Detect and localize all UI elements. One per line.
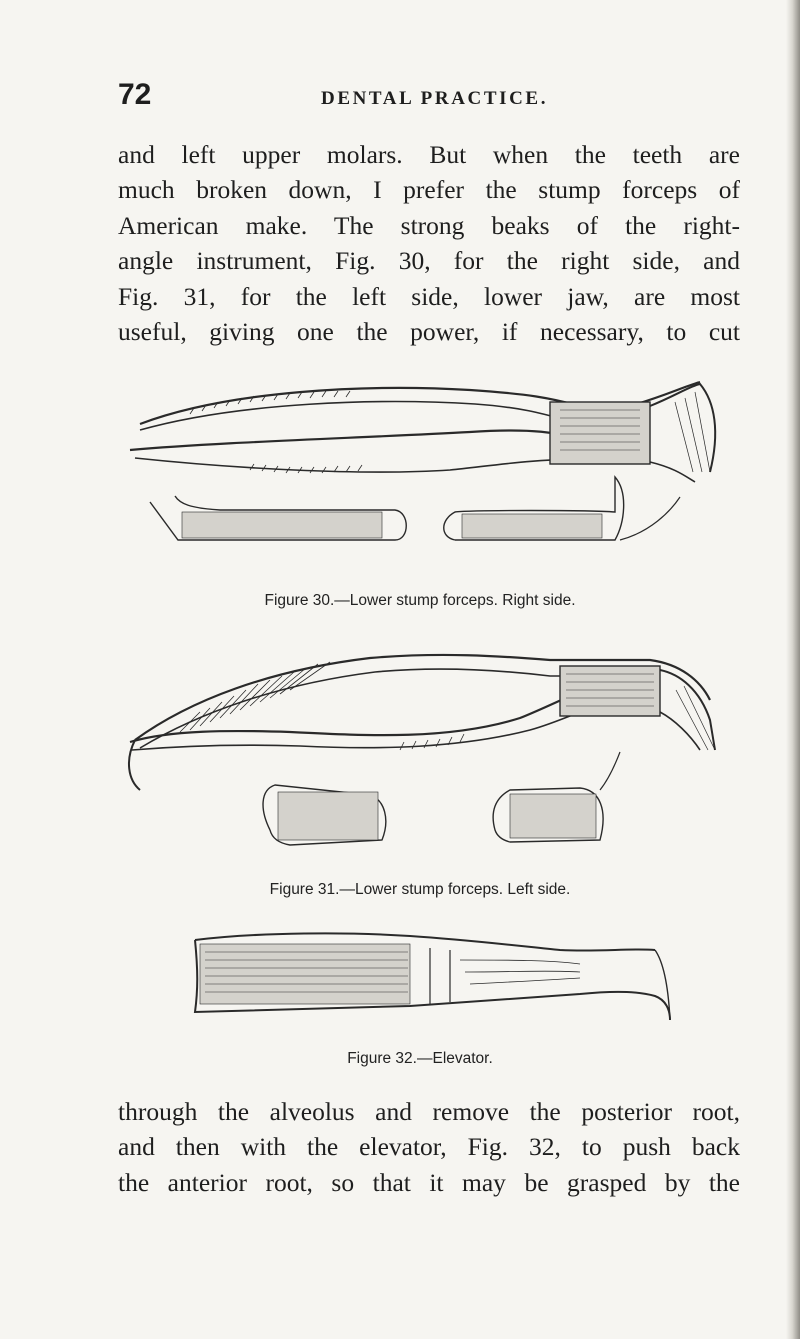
elevator-illustration — [110, 920, 730, 1030]
figure-30 — [110, 372, 730, 612]
figure-31 — [110, 640, 730, 900]
figure-31-caption: Figure 31.—Lower stump forceps. Left side. — [269, 881, 571, 898]
figure-30-caption: Figure 30.—Lower stump forceps. Right side. — [264, 592, 576, 609]
running-title: DENTAL PRACTICE. — [321, 88, 549, 109]
forceps-left-illustration — [110, 640, 730, 870]
text-line: the anterior root, so that it may be grasped by the — [118, 1167, 740, 1197]
text-line: much broken down, I prefer the stump forceps of — [118, 175, 740, 205]
forceps-right-illustration — [110, 372, 730, 582]
paragraph-top — [118, 137, 740, 349]
figure-32-caption: Figure 32.—Elevator. — [347, 1050, 493, 1067]
text-line: useful, giving one the power, if necessary, to cut — [118, 317, 740, 347]
figure-32 — [110, 920, 730, 1068]
text-line: and left upper molars. But when the teeth are — [118, 140, 740, 169]
text-line: and then with the elevator, Fig. 32, to push back — [118, 1132, 740, 1162]
page-edge — [786, 0, 800, 1339]
text-line: Fig. 31, for the left side, lower jaw, are most — [118, 281, 740, 311]
paragraph-bottom — [118, 1094, 740, 1200]
text-line: angle instrument, Fig. 30, for the right side, and — [118, 246, 740, 276]
text-line: through the alveolus and remove the posterior root, — [118, 1097, 740, 1126]
text-line: American make. The strong beaks of the right- — [118, 210, 740, 240]
page-number: 72 — [118, 78, 152, 111]
page-header — [118, 78, 738, 114]
